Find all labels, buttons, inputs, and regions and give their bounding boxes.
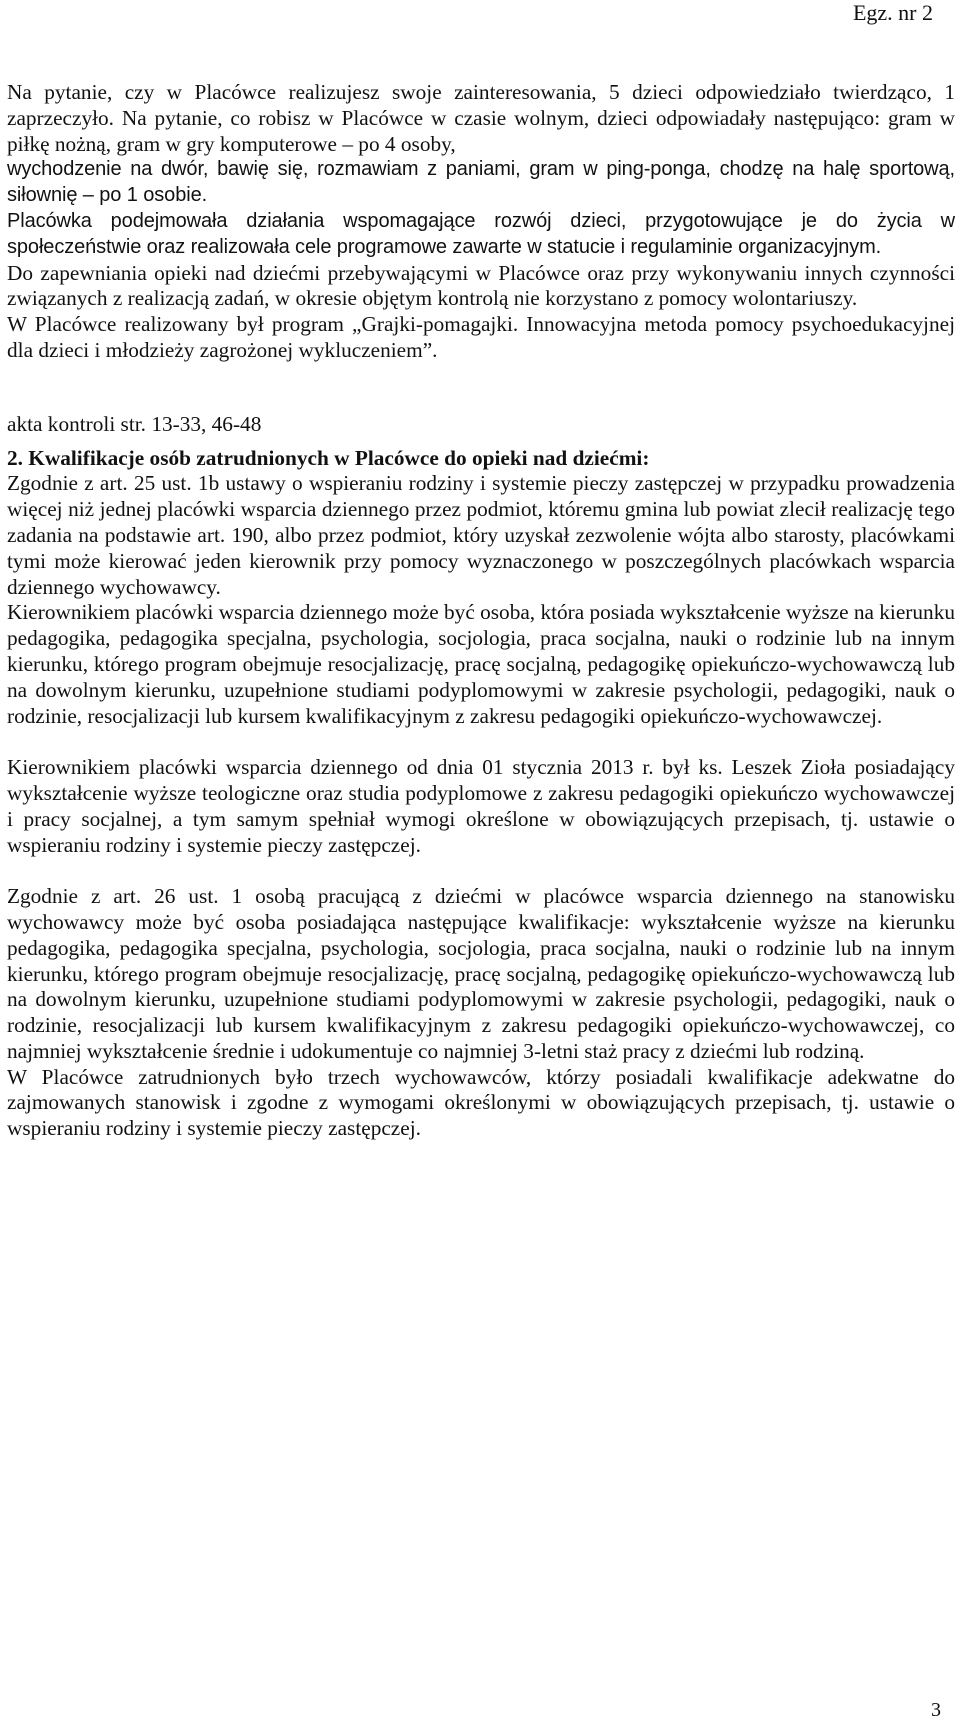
copy-number: Egz. nr 2: [852, 0, 933, 25]
paragraph-educators: W Placówce zatrudnionych było trzech wychowawców, którzy posiadali kwalifikacje adekwatne do zajmowanych stanowisk i zgodne z wymogami określonymi w obowiązujących przepisach, tj. ustawie o wspieraniu rodziny i systemie pieczy zastępczej.: [7, 1064, 955, 1141]
file-reference: akta kontroli str. 13-33, 46-48: [7, 411, 262, 436]
paragraph-leisure-survey: Na pytanie, czy w Placówce realizujesz swoje zainteresowania, 5 dzieci odpowiedziało twierdząco, 1 zaprzeczyło. Na pytanie, co robisz w Placówce w czasie wolnym, dzieci odpowiadały następująco: gram w piłkę nożną, gram w gry komputerowe – po 4 osoby,: [7, 80, 955, 156]
document-body: [7, 80, 955, 1142]
section-heading-qualifications: 2. Kwalifikacje osób zatrudnionych w Placówce do opieki nad dziećmi:: [7, 445, 650, 470]
paragraph-art-26: Zgodnie z art. 26 ust. 1 osobą pracującą z dziećmi w placówce wsparcia dziennego na stanowisku wychowawcy może być osoba posiadająca następujące kwalifikacje: wykształcenie wyższe na kierunku pedagogika, pedagogika specjalna, psychologia, socjologia, praca socjalna, nauki o rodzinie lub na innym kierunku, którego program obejmuje resocjalizację, pracę socjalną, pedagogikę opiekuńczo-wychowawczą lub na dowolnym kierunku, uzupełnione studiami podyplomowymi w zakresie psychologii, pedagogiki, nauk o rodzinie, resocjalizacji lub kursem kwalifikacyjnym z zakresu pedagogiki opiekuńczo-wychowawczej, co najmniej wykształcenie średnie i udokumentuje co najmniej 3-letni staż pracy z dziećmi lub rodziną.: [7, 884, 955, 1063]
paragraph-development-activities: Placówka podejmowała działania wspomagające rozwój dzieci, przygotowujące je do życia w społeczeństwie oraz realizowała cele programowe zawarte w statucie i regulaminie organizacyjnym.: [7, 209, 955, 258]
paragraph-volunteers: Do zapewniania opieki nad dziećmi przebywającymi w Placówce oraz przy wykonywaniu innych czynności związanych z realizacją zadań, w okresie objętym kontrolą nie korzystano z pomocy wolontariuszy.: [7, 260, 955, 311]
paragraph-leisure-survey-continued: wychodzenie na dwór, bawię się, rozmawiam z paniami, gram w ping-ponga, chodzę na halę sportową, siłownię – po 1 osobie.: [7, 158, 955, 207]
paragraph-manager-requirements: Kierownikiem placówki wsparcia dziennego może być osoba, która posiada wykształcenie wyższe na kierunku pedagogika, pedagogika specjalna, psychologia, socjologia, praca socjalna, nauki o rodzinie lub na innym kierunku, którego program obejmuje resocjalizację, pracę socjalną, pedagogikę opiekuńczo-wychowawczą lub na dowolnym kierunku, uzupełnione studiami podyplomowymi w zakresie psychologii, pedagogiki, nauk o rodzinie, resocjalizacji lub kursem kwalifikacyjnym z zakresu pedagogiki opiekuńczo-wychowawczej.: [7, 600, 955, 728]
paragraph-art-25: Zgodnie z art. 25 ust. 1b ustawy o wspieraniu rodziny i systemie pieczy zastępczej w przypadku prowadzenia więcej niż jednej placówki wsparcia dziennego przez podmiot, któremu gmina lub powiat zlecił realizację tego zadania na podstawie art. 190, albo przez podmiot, który uzyskał zezwolenie wójta albo starosty, placówkami tymi może kierować jeden kierownik przy pomocy wyznaczonego w poszczególnych placówkach wsparcia dziennego wychowawcy.: [7, 471, 955, 599]
page-number: 3: [931, 1699, 941, 1721]
paragraph-manager-actual: Kierownikiem placówki wsparcia dziennego od dnia 01 stycznia 2013 r. był ks. Leszek Zioła posiadający wykształcenie wyższe teologiczne oraz studia podyplomowe z zakresu pedagogiki opiekuńczo wychowawczej i pracy socjalnej, a tym samym spełniał wymogi określone w obowiązujących przepisach, tj. ustawie o wspieraniu rodziny i systemie pieczy zastępczej.: [7, 755, 955, 857]
paragraph-program: W Placówce realizowany był program „Grajki-pomagajki. Innowacyjna metoda pomocy psychoedukacyjnej dla dzieci i młodzieży zagrożonej wykluczeniem”.: [7, 312, 955, 362]
